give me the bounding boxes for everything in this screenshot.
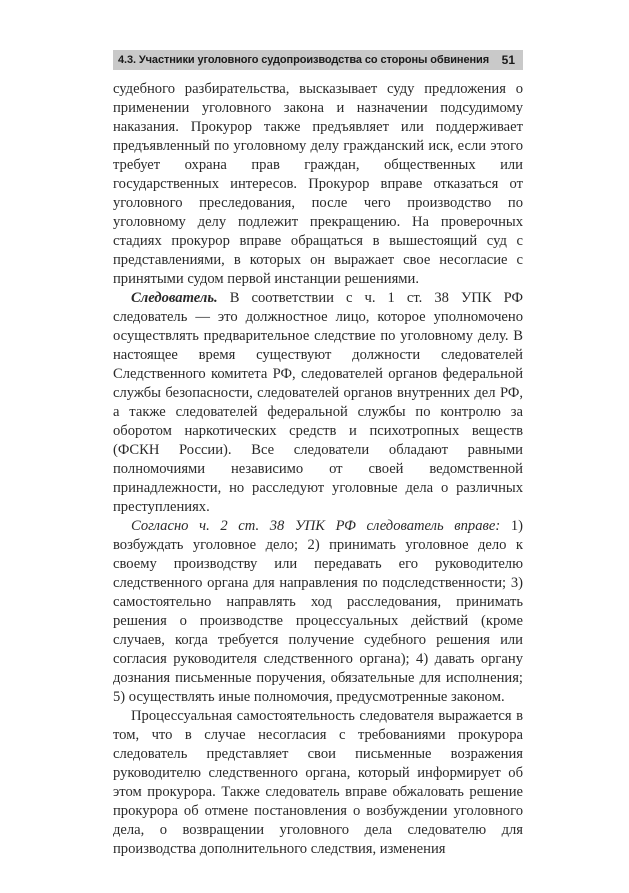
body-text — [113, 80, 523, 859]
powers-lead-in: Согласно ч. 2 ст. 38 УПК РФ следователь вправе: — [131, 518, 501, 534]
paragraph-investigator — [113, 289, 523, 517]
section-title: 4.3. Участники уголовного судопроизводства со стороны обвинения — [118, 54, 490, 66]
paragraph-investigator-powers — [113, 517, 523, 707]
running-header — [113, 50, 523, 70]
paragraph-investigator-text: В соответствии с ч. 1 ст. 38 УПК РФ следователь — это должностное лицо, которое уполномочено осуществлять предварительное следствие по уголовному делу. В настоящее время существуют должности следователей Следственного комитета РФ, следователей органов федеральной службы безопасности, следователей органов внутренних дел РФ, а также следователей федеральной службы по контролю за оборотом наркотических средств и психотропных веществ (ФСКН России). Все следователи обладают равными полномочиями независимо от своей ведомственной принадлежности, но расследуют уголовные дела о различных преступлениях. — [113, 290, 523, 515]
term-investigator: Следователь. — [131, 290, 218, 306]
page-number: 51 — [501, 53, 515, 67]
powers-list-text: 1) возбуждать уголовное дело; 2) принимать уголовное дело к своему производству или передавать его руководителю следственного органа для направления по подследственности; 3) самостоятельно направлять ход расследования, принимать решения о производстве процессуальных действий (кроме случаев, когда требуется получение судебного решения или согласия руководителя следственного органа); 4) давать органу дознания письменные поручения, обязательные для исполнения; 5) осуществлять иные полномочия, предусмотренные законом. — [113, 518, 523, 705]
paragraph-prosecutor-continued: судебного разбирательства, высказывает суду предложения о применении уголовного закона и назначении подсудимому наказания. Прокурор также предъявляет или поддерживает предъявленный по уголовному делу гражданский иск, если этого требует охрана прав граждан, общественных или государственных интересов. Прокурор вправе отказаться от уголовного преследования, после чего производство по уголовному делу подлежит прекращению. На проверочных стадиях прокурор вправе обращаться в вышестоящий суд с представлениями, в которых он выражает свое несогласие с принятыми судом первой инстанции решениями. — [113, 81, 523, 287]
paragraph-procedural-independence: Процессуальная самостоятельность следователя выражается в том, что в случае несогласия с требованиями прокурора следователь представляет свои письменные возражения руководителю следственного органа, который информирует об этом прокурора. Также следователь вправе обжаловать решение прокурора об отмене постановления о возбуждении уголовного дела, о возвращении уголовного дела следователю для производства дополнительного следствия, изменения — [113, 708, 523, 857]
